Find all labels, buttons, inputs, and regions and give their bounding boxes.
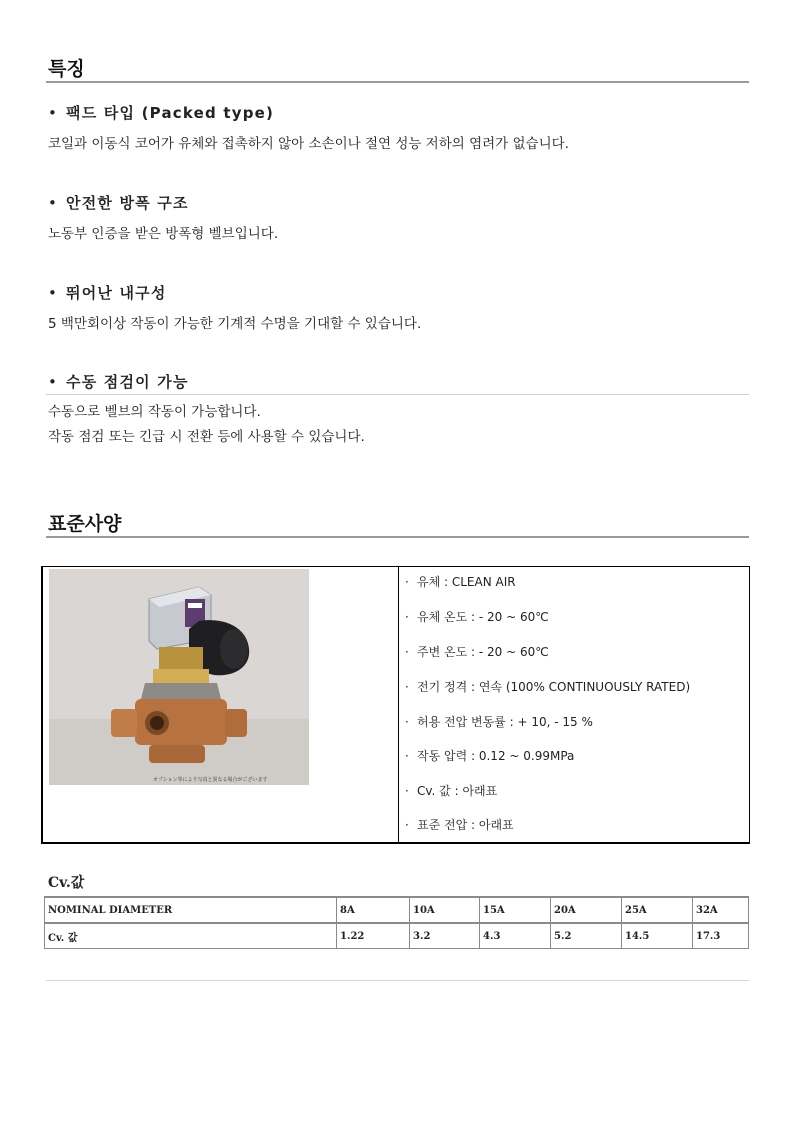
- feature-body-durability: 5 백만회이상 작동이 가능한 기계적 수명을 기대할 수 있습니다.: [48, 316, 422, 332]
- features-title: 특징: [48, 58, 85, 80]
- table-cell: 15A: [480, 897, 551, 923]
- feature-heading-explosion-proof: • 안전한 방폭 구조: [48, 194, 189, 212]
- spec-voltage-variation: · 허용 전압 변동률 : + 10, - 15 %: [405, 715, 593, 729]
- table-cell: 1.22: [337, 923, 410, 949]
- table-cell: 20A: [551, 897, 622, 923]
- bullet-icon: ·: [405, 645, 409, 659]
- specs-title: 표준사양: [48, 513, 122, 535]
- feature-heading-durability: • 뛰어난 내구성: [48, 284, 167, 302]
- table-cell: Cv. 값: [45, 923, 337, 949]
- bullet-icon: ·: [405, 749, 409, 763]
- spec-divider: [398, 567, 399, 842]
- bullet-icon: ·: [405, 680, 409, 694]
- bottom-rule: [46, 980, 749, 981]
- feature-body-packed: 코일과 이동식 코어가 유체와 접촉하지 않아 소손이나 절연 성능 저하의 염려가 없습니다.: [48, 136, 569, 152]
- bullet-icon: •: [48, 194, 59, 212]
- table-row: [45, 923, 749, 949]
- table-cell: 14.5: [622, 923, 693, 949]
- feature-heading-manual-check: • 수동 점검이 가능: [48, 373, 189, 391]
- features-title-rule: [46, 81, 749, 83]
- spec-box: [41, 566, 750, 844]
- spec-cv-value: · Cv. 값 : 아래표: [405, 784, 498, 798]
- photo-caption: オプション等により写真と異なる場合がございます: [153, 777, 268, 783]
- spec-operating-pressure: · 작동 압력 : 0.12 ~ 0.99MPa: [405, 749, 575, 763]
- bullet-icon: ·: [405, 575, 409, 589]
- table-cell: 4.3: [480, 923, 551, 949]
- spec-ambient-temperature: · 주변 온도 : - 20 ~ 60℃: [405, 645, 549, 659]
- bullet-icon: •: [48, 284, 59, 302]
- table-cell: 10A: [410, 897, 480, 923]
- specs-title-rule: [46, 536, 749, 538]
- bullet-icon: ·: [405, 715, 409, 729]
- feature-body-explosion-proof: 노동부 인증을 받은 방폭형 벨브입니다.: [48, 226, 279, 242]
- bullet-icon: ·: [405, 784, 409, 798]
- spec-electrical-rating: · 전기 정격 : 연속 (100% CONTINUOUSLY RATED): [405, 680, 691, 694]
- table-cell: 32A: [693, 897, 749, 923]
- table-cell: 3.2: [410, 923, 480, 949]
- solenoid-valve-photo: [49, 569, 309, 785]
- feature-heading-packed: • 팩드 타입 (Packed type): [48, 104, 275, 122]
- feature-body-manual-check-2: 작동 점검 또는 긴급 시 전환 등에 사용할 수 있습니다.: [48, 429, 365, 445]
- cv-table-title: Cv.값: [48, 875, 85, 891]
- bullet-icon: •: [48, 373, 59, 391]
- bullet-icon: ·: [405, 818, 409, 832]
- cv-table: [44, 896, 749, 949]
- table-cell: 5.2: [551, 923, 622, 949]
- spec-standard-voltage: · 표준 전압 : 아래표: [405, 818, 514, 832]
- feature-body-manual-check-1: 수동으로 벨브의 작동이 가능합니다.: [48, 404, 261, 420]
- table-cell: 25A: [622, 897, 693, 923]
- table-row: [45, 897, 749, 923]
- table-cell: NOMINAL DIAMETER: [45, 897, 337, 923]
- spec-fluid-temperature: · 유체 온도 : - 20 ~ 60℃: [405, 610, 549, 624]
- bullet-icon: ·: [405, 610, 409, 624]
- bullet-icon: •: [48, 104, 59, 122]
- spec-fluid: · 유체 : CLEAN AIR: [405, 575, 516, 589]
- manual-check-rule: [46, 394, 749, 395]
- table-cell: 8A: [337, 897, 410, 923]
- table-cell: 17.3: [693, 923, 749, 949]
